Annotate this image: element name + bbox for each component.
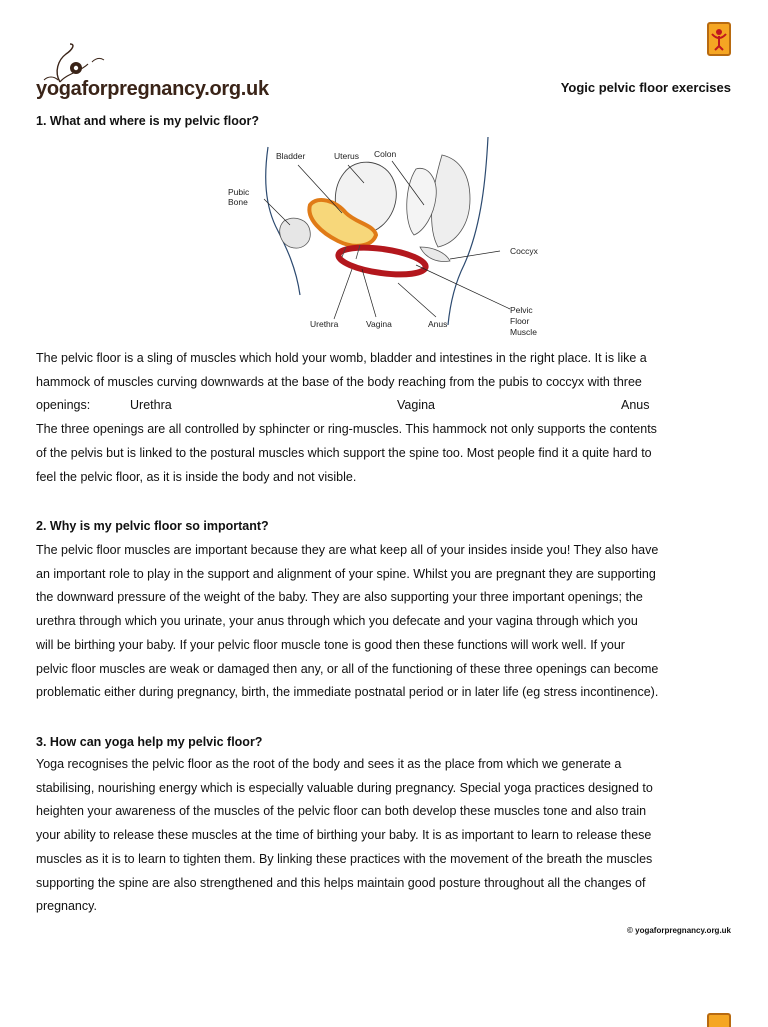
pelvic-floor-diagram — [224, 135, 550, 340]
section1-line: of the pelvis but is linked to the postural muscles which support the spine too. Most people find it a quite hard to — [36, 445, 652, 460]
section2-line: problematic either during pregnancy, birth, the immediate postnatal period or in later life (eg stress incontinence). — [36, 685, 659, 700]
section2-line: will be birthing your baby. If your pelvic floor muscle tone is good then these functions will work well. If your — [36, 637, 625, 652]
section2-line: The pelvic floor muscles are important because they are what keep all of your insides inside you! They also have — [36, 543, 659, 557]
section3-line: pregnancy. — [36, 899, 97, 914]
section3-line: heighten your awareness of the muscles of the pelvic floor can both develop these muscles tone and also train — [36, 804, 647, 819]
section2-line: the downward pressure of the weight of the baby. They are also supporting your three important openings; the — [36, 590, 643, 605]
section3-line: Yoga recognises the pelvic floor as the root of the body and sees it as the place from which we generate a — [36, 757, 622, 771]
section1-line: The three openings are all controlled by sphincter or ring-muscles. This hammock not only supports the contents — [36, 422, 657, 437]
label-bone: Bone — [228, 197, 248, 207]
opening-vagina: Vagina — [397, 398, 435, 413]
section3-heading: 3. How can yoga help my pelvic floor? — [36, 735, 263, 749]
label-vagina: Vagina — [366, 319, 392, 329]
label-uterus: Uterus — [334, 151, 360, 161]
section1-line: hammock of muscles curving downwards at the base of the body reaching from the pubis to coccyx with three — [36, 374, 642, 389]
yoga-figure-icon — [707, 22, 731, 56]
label-colon: Colon — [374, 149, 397, 159]
section1-line: The pelvic floor is a sling of muscles which hold your womb, bladder and intestines in the right place. It is like a — [36, 351, 647, 365]
label-coccyx: Coccyx — [510, 246, 538, 256]
section2-heading: 2. Why is my pelvic floor so important? — [36, 519, 269, 533]
site-logo-text: yogaforpregnancy.org.uk — [36, 78, 269, 100]
section1-line: feel the pelvic floor, as it is inside the body and not visible. — [36, 469, 357, 484]
openings-label: openings: — [36, 398, 91, 413]
section3-line: stabilising, nourishing energy which is especially valuable during pregnancy. Special yoga practices designed to — [36, 780, 653, 795]
section3-line: your ability to release these muscles at the time of birthing your baby. It is as important to learn to release these — [36, 828, 652, 843]
section3-line: supporting the spine are also strengthened and this helps maintain good posture throughout all the changes of — [36, 875, 646, 890]
opening-anus: Anus — [621, 398, 650, 413]
label-anus: Anus — [428, 319, 448, 329]
section2-line: pelvic floor muscles are weak or damaged then any, or all of the functioning of these three openings can become — [36, 661, 659, 676]
label-pubic: Pubic — [228, 187, 250, 197]
section3-line: muscles as it is to learn to tighten them. By linking these practices with the movement of the breath the muscles — [36, 851, 653, 866]
section2-line: urethra through which you urinate, your anus through which you defecate and your vagina through which you — [36, 614, 638, 629]
section1-paragraph — [36, 347, 736, 489]
section1-heading: 1. What and where is my pelvic floor? — [36, 114, 259, 128]
section3-paragraph — [36, 753, 736, 919]
label-floor: Floor — [510, 316, 530, 326]
label-pelvic: Pelvic — [510, 305, 533, 315]
yoga-figure-icon — [707, 1013, 731, 1027]
label-urethra: Urethra — [310, 319, 339, 329]
copyright-footer: © yogaforpregnancy.org.uk — [627, 926, 731, 935]
section2-paragraph — [36, 539, 736, 705]
openings-row — [36, 394, 736, 418]
opening-urethra: Urethra — [130, 398, 172, 413]
label-bladder: Bladder — [276, 151, 306, 161]
label-muscle: Muscle — [510, 327, 537, 337]
section2-line: an important role to play in the support and alignment of your spine. Whilst you are pregnant they are supporting — [36, 566, 656, 581]
document-title: Yogic pelvic floor exercises — [560, 80, 731, 95]
